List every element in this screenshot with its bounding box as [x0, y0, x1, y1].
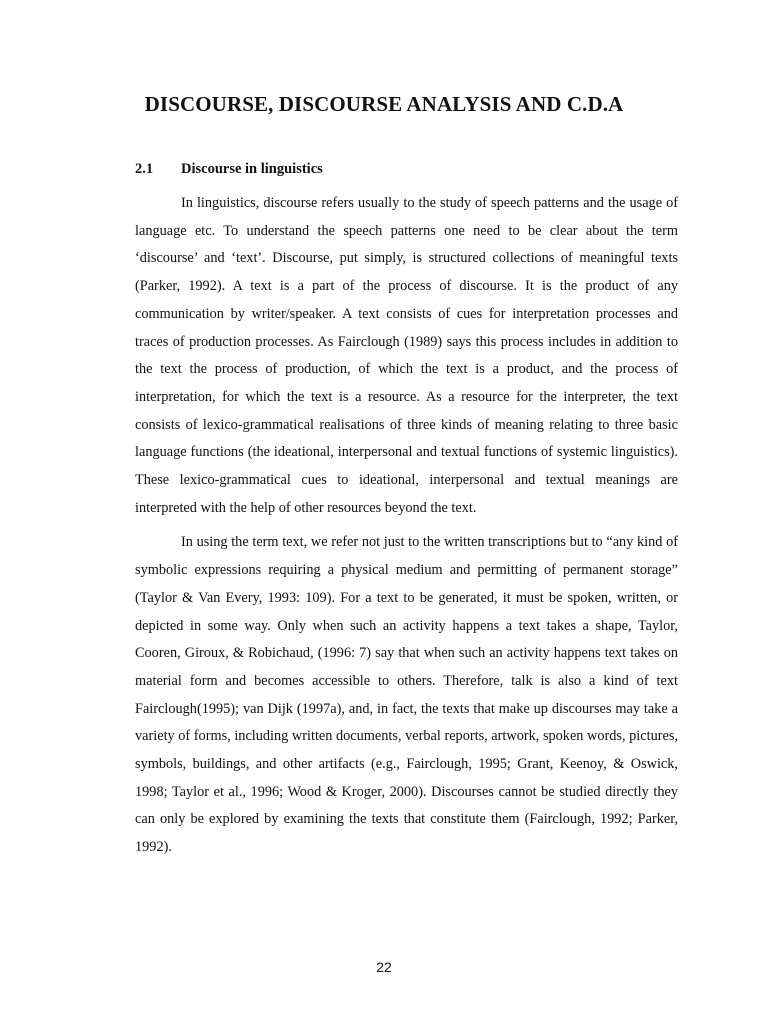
paragraph-2: In using the term text, we refer not just to the written transcriptions but to “any kind of symbolic expressions requiring a physical medium and permitting of permanent storage” (Taylor & Van Every, 1993: 109). For a text to be generated, it must be spoken, written, or depicted in some way. Only when such an activity happens a text takes a shape, Taylor, Cooren, Giroux, & Robichaud, (1996: 7) say that when such an activity happens text takes on material form and becomes accessible to others. Therefore, talk is also a kind of text Fairclough(1995); van Dijk (1997a), and, in fact, the texts that make up discourses may take a variety of forms, including written documents, verbal reports, artwork, spoken words, pictures, symbols, buildings, and other artifacts (e.g., Fairclough, 1995; Grant, Keenoy, & Oswick, 1998; Taylor et al., 1996; Wood & Kroger, 2000). Discourses cannot be studied directly they can only be explored by examining the texts that constitute them (Fairclough, 1992; Parker, 1992).: [135, 534, 678, 856]
paragraph-1: In linguistics, discourse refers usually to the study of speech patterns and the usage of language etc. To understand the speech patterns one need to be clear about the term ‘discourse’ and ‘text’. Discourse, put simply, is structured collections of meaningful texts (Parker, 1992). A text is a part of the process of discourse. It is the product of any communication by writer/speaker. A text consists of cues for interpretation processes and traces of production processes. As Fairclough (1989) says this process includes in addition to the text the process of production, of which the text is a product, and the process of interpretation, for which the text is a resource. As a resource for the interpreter, the text consists of lexico-grammatical realisations of three kinds of meaning relating to three basic language functions (the ideational, interpersonal and textual functions of systemic linguistics). These lexico-grammatical cues to ideational, interpersonal and textual meanings are interpreted with the help of other resources beyond the text.: [135, 195, 678, 516]
section-number: 2.1: [135, 161, 154, 177]
chapter-title: DISCOURSE, DISCOURSE ANALYSIS AND C.D.A: [144, 92, 624, 116]
section-title: Discourse in linguistics: [181, 161, 323, 177]
section-heading: [135, 161, 323, 178]
page-number: 22: [376, 959, 392, 975]
body-text: [135, 190, 678, 862]
